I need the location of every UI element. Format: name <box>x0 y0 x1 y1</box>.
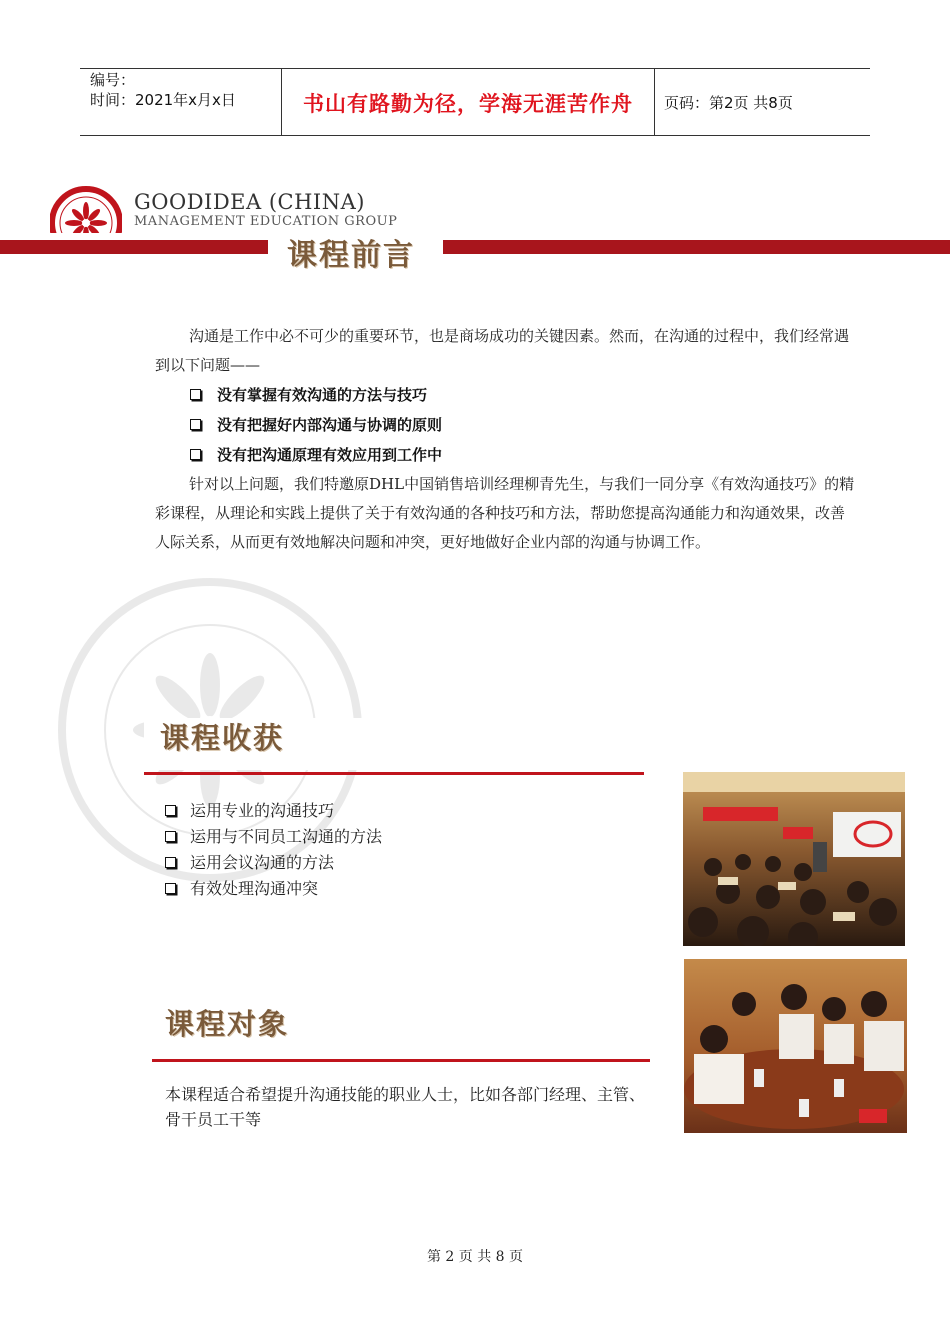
problem-bullet: 没有掌握有效沟通的方法与技巧 <box>190 384 427 405</box>
section-title-intro: 课程前言 <box>287 238 415 273</box>
checkbox-icon <box>190 449 201 460</box>
gain-item: 运用会议沟通的方法 <box>165 850 334 873</box>
section-title-audience: 课程对象 <box>165 1007 290 1041</box>
checkbox-icon <box>190 389 201 400</box>
checkbox-icon <box>165 857 176 868</box>
intro-paragraph-1: 沟通是工作中必不可少的重要环节，也是商场成功的关键因素。然而，在沟通的过程中，我们经常遇到以下问题—— <box>155 327 850 374</box>
problem-bullet: 没有把握好内部沟通与协调的原则 <box>190 414 442 435</box>
banner-band-right <box>443 240 950 254</box>
page-label: 页码：第2页 共8页 <box>664 94 793 112</box>
checkbox-icon <box>165 883 176 894</box>
gain-item: 有效处理沟通冲突 <box>165 876 318 899</box>
gain-item: 运用专业的沟通技巧 <box>165 798 334 821</box>
serial-label: 编号： <box>90 71 136 89</box>
audience-paragraph: 本课程适合希望提升沟通技能的职业人士，比如各部门经理、主管、骨干员工干等 <box>165 1085 646 1129</box>
company-name: GOODIDEA (CHINA) <box>134 190 365 214</box>
banner-band-left <box>0 240 268 254</box>
group-discussion-photo <box>684 959 907 1133</box>
header-bottom-rule <box>80 135 870 136</box>
checkbox-icon <box>190 419 201 430</box>
checkbox-icon <box>165 831 176 842</box>
gain-item: 运用与不同员工沟通的方法 <box>165 824 382 847</box>
checkbox-icon <box>165 805 176 816</box>
seminar-photo <box>683 772 905 946</box>
intro-paragraph-2: 针对以上问题，我们特邀原DHL中国销售培训经理柳青先生，与我们一同分享《有效沟通技巧》的精彩课程，从理论和实践上提供了关于有效沟通的各种技巧和方法，帮助您提高沟通能力和沟通效果，改善人际关系，从而更有效地解决问题和冲突，更好地做好企业内部的沟通与协调工作。 <box>155 475 855 551</box>
problem-bullet: 没有把沟通原理有效应用到工作中 <box>190 444 442 465</box>
page-footer: 第 2 页 共 8 页 <box>426 1249 524 1265</box>
header-motto: 书山有路勤为径，学海无涯苦作舟 <box>303 92 633 116</box>
header-top-rule <box>80 68 870 69</box>
company-logo-icon <box>50 183 122 233</box>
company-subtitle: MANAGEMENT EDUCATION GROUP <box>134 214 398 229</box>
section-title-gains: 课程收获 <box>160 721 285 755</box>
date-label: 时间：2021年x月x日 <box>90 91 236 109</box>
header-divider-2 <box>654 68 655 136</box>
section-rule-audience <box>152 1059 650 1062</box>
section-rule-gains <box>144 772 644 775</box>
